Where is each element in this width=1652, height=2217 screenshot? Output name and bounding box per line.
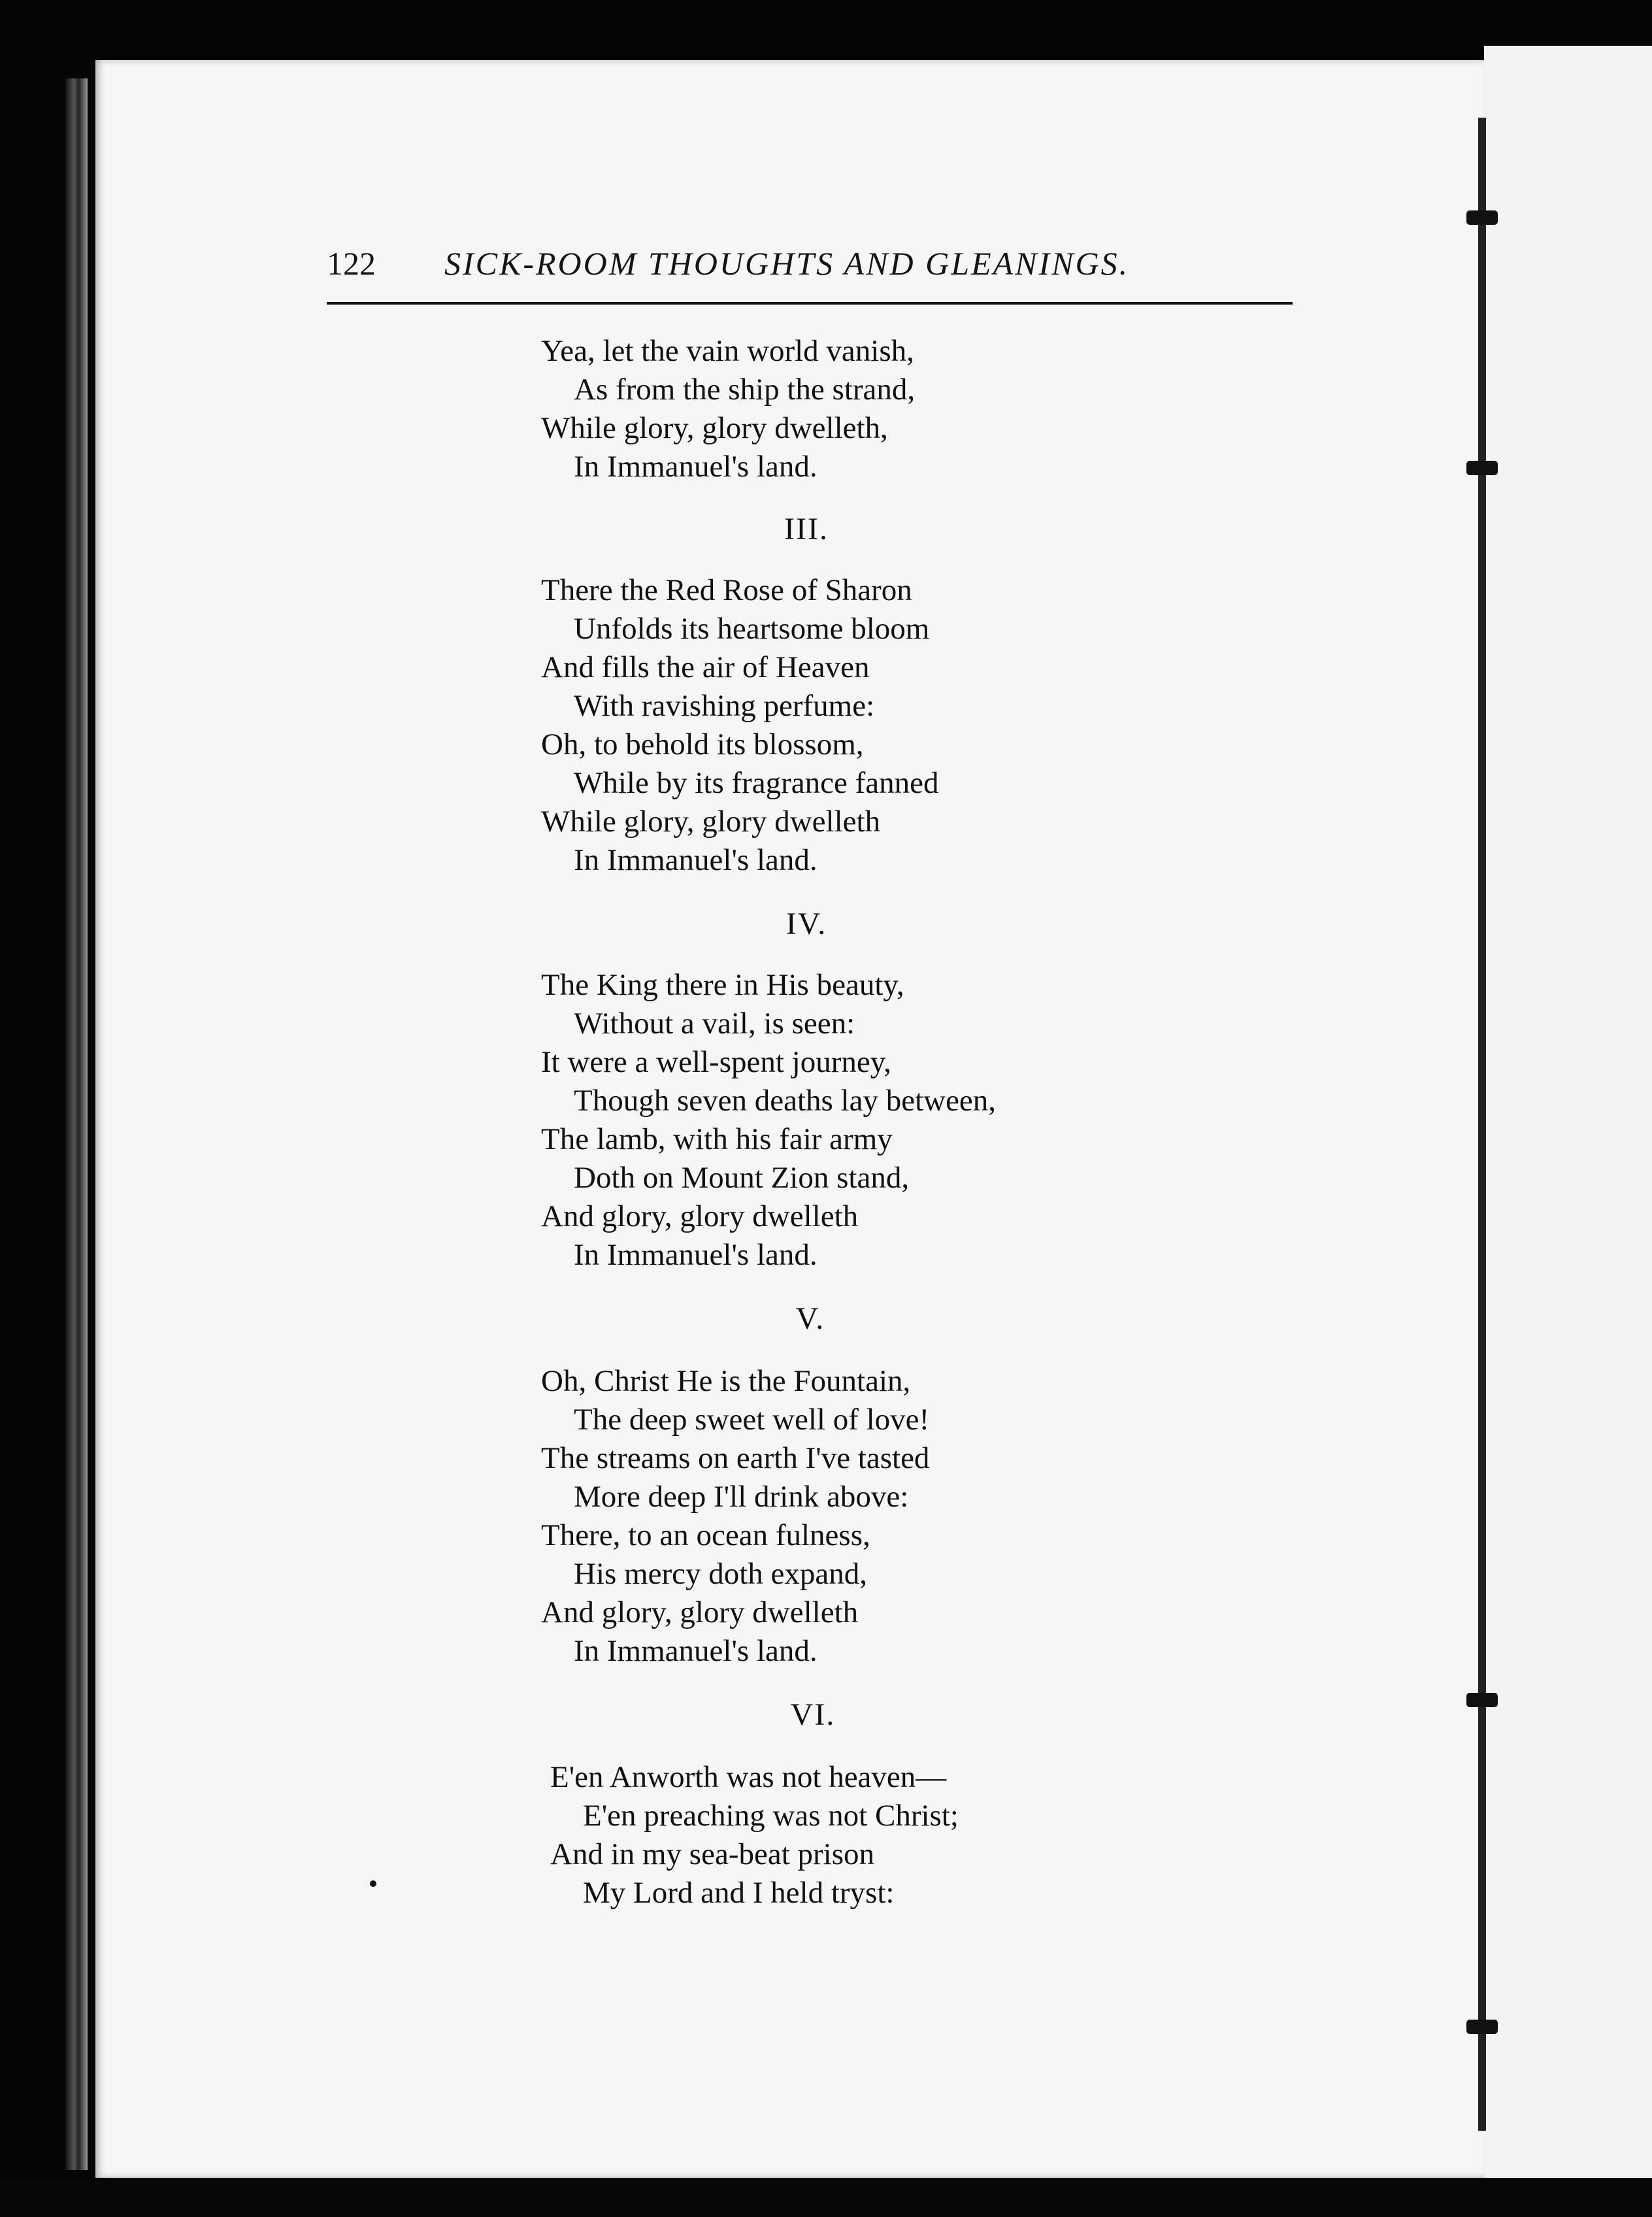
stanza-numeral: III. — [784, 512, 829, 546]
poem-line: Doth on Mount Zion stand, — [574, 1161, 910, 1195]
binding-thread — [1466, 1693, 1498, 1707]
poem-line: There, to an ocean fulness, — [541, 1518, 870, 1552]
poem-line: Without a vail, is seen: — [574, 1007, 855, 1041]
stanza — [541, 332, 1195, 486]
poem-line: The lamb, with his fair army — [541, 1122, 893, 1156]
poem-line: While glory, glory dwelleth, — [541, 411, 888, 445]
poem-line: His mercy doth expand, — [574, 1557, 868, 1591]
page-number: 122 — [327, 245, 376, 282]
poem-line: In Immanuel's land. — [574, 450, 818, 484]
stanza-numeral: V. — [795, 1301, 825, 1336]
poem-line: Oh, Christ He is the Fountain, — [541, 1364, 911, 1398]
poem-line: E'en Anworth was not heaven— — [550, 1760, 947, 1794]
facing-page — [1484, 46, 1652, 2190]
poem-line: More deep I'll drink above: — [574, 1480, 909, 1514]
stanza — [550, 1758, 1204, 1912]
stanza — [541, 966, 1195, 1275]
poem-line: As from the ship the strand, — [574, 373, 916, 407]
poem-line: And glory, glory dwelleth — [541, 1199, 859, 1233]
binding-thread — [1466, 2020, 1498, 2034]
poem-line: It were a well-spent journey, — [541, 1045, 891, 1079]
poem-line: While by its fragrance fanned — [574, 766, 939, 800]
header-rule — [327, 302, 1293, 305]
running-title: SICK-ROOM THOUGHTS AND GLEANINGS. — [444, 245, 1130, 282]
poem-line: Oh, to behold its blossom, — [541, 727, 864, 761]
page-stack-edge — [65, 78, 88, 2170]
poem-line: Though seven deaths lay between, — [574, 1084, 997, 1118]
poem-line: And fills the air of Heaven — [541, 650, 870, 684]
poem-line: In Immanuel's land. — [574, 843, 818, 877]
poem-line: E'en preaching was not Christ; — [583, 1799, 959, 1833]
scan-border — [0, 2178, 1652, 2217]
poem-line: And in my sea-beat prison — [550, 1837, 875, 1871]
poem-line: The streams on earth I've tasted — [541, 1441, 930, 1475]
binding-gutter — [1478, 118, 1486, 2131]
page-header — [327, 241, 1294, 286]
poem-line: With ravishing perfume: — [574, 689, 875, 723]
poem-line: While glory, glory dwelleth — [541, 805, 881, 839]
poem-line: In Immanuel's land. — [574, 1634, 818, 1668]
poem-line: And glory, glory dwelleth — [541, 1595, 859, 1629]
poem-line: There the Red Rose of Sharon — [541, 573, 912, 607]
poem-line: Unfolds its heartsome bloom — [574, 612, 930, 646]
stanza-numeral: IV. — [785, 907, 827, 941]
poem-line: In Immanuel's land. — [574, 1238, 818, 1272]
poem-line: My Lord and I held tryst: — [583, 1876, 895, 1910]
binding-thread — [1466, 210, 1498, 225]
ink-speck — [370, 1880, 376, 1887]
poem-line: The deep sweet well of love! — [574, 1403, 930, 1437]
binding-thread — [1466, 461, 1498, 475]
stanza-numeral: VI. — [790, 1697, 836, 1732]
poem-line: The King there in His beauty, — [541, 968, 904, 1002]
stanza — [541, 571, 1195, 880]
poem-line: Yea, let the vain world vanish, — [541, 334, 914, 368]
stanza — [541, 1362, 1195, 1671]
